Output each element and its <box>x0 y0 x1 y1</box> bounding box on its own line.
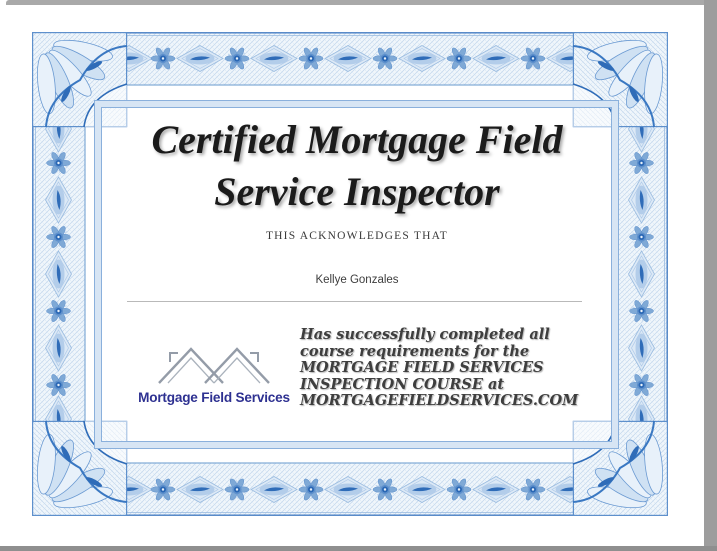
window-bottom-edge <box>0 546 717 551</box>
title-line: Service Inspector <box>214 169 500 214</box>
mortgage-field-services-logo <box>128 332 300 420</box>
house-roofs-icon <box>128 332 300 386</box>
window-right-edge <box>704 0 717 551</box>
acknowledgement-text: THIS ACKNOWLEDGES THAT <box>265 230 449 242</box>
title-line: Certified Mortgage Field <box>151 117 563 162</box>
certificate-page <box>8 6 704 545</box>
completion-text <box>300 327 602 410</box>
certificate-title <box>104 114 610 218</box>
recipient-name: Kellye Gonzales <box>315 274 399 286</box>
logo-text: Mortgage Field Services <box>138 389 290 405</box>
completion-line: course requirements for the <box>300 342 530 360</box>
completion-line: MORTGAGE FIELD SERVICES <box>300 359 544 376</box>
name-underline <box>127 301 582 302</box>
completion-line: MORTGAGEFIELDSERVICES.COM <box>300 392 579 409</box>
completion-line: INSPECTION COURSE at <box>300 375 505 393</box>
window-top-edge <box>6 0 717 5</box>
completion-line: Has successfully completed all <box>300 326 550 343</box>
